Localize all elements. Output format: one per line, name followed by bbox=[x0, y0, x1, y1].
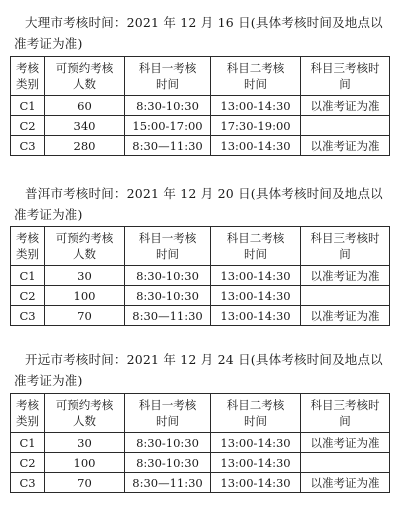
table-row bbox=[11, 453, 390, 473]
cell-subject-2: 13:00-14:30 bbox=[211, 136, 301, 156]
cell-subject-1: 8:30-10:30 bbox=[125, 96, 211, 116]
cell-subject-2: 13:00-14:30 bbox=[211, 96, 301, 116]
cell-subject-1: 15:00-17:00 bbox=[125, 116, 211, 136]
table-row bbox=[11, 136, 390, 156]
cell-category: C3 bbox=[11, 136, 45, 156]
cell-subject-3: 以准考证为准 bbox=[301, 96, 390, 116]
table-header-row bbox=[11, 394, 390, 433]
cell-capacity: 100 bbox=[45, 286, 125, 306]
cell-capacity: 100 bbox=[45, 453, 125, 473]
cell-category: C1 bbox=[11, 266, 45, 286]
cell-capacity: 340 bbox=[45, 116, 125, 136]
cell-subject-3 bbox=[301, 453, 390, 473]
cell-subject-1: 8:30-10:30 bbox=[125, 286, 211, 306]
table-row bbox=[11, 473, 390, 493]
cell-category: C3 bbox=[11, 473, 45, 493]
cell-subject-2: 13:00-14:30 bbox=[211, 433, 301, 453]
header-subject-3-time: 科目三考核时 间 bbox=[301, 227, 390, 266]
cell-subject-3 bbox=[301, 286, 390, 306]
cell-category: C1 bbox=[11, 96, 45, 116]
cell-capacity: 70 bbox=[45, 473, 125, 493]
section-heading: 开远市考核时间：2021 年 12 月 24 日(具体考核时间及地点以准考证为准) bbox=[14, 352, 383, 388]
cell-category: C2 bbox=[11, 453, 45, 473]
header-subject-3-time: 科目三考核时 间 bbox=[301, 394, 390, 433]
cell-category: C2 bbox=[11, 286, 45, 306]
header-capacity: 可预约考核 人数 bbox=[45, 57, 125, 96]
exam-schedule-table bbox=[10, 393, 390, 493]
cell-subject-1: 8:30—11:30 bbox=[125, 306, 211, 326]
section-heading: 大理市考核时间：2021 年 12 月 16 日(具体考核时间及地点以准考证为准) bbox=[14, 15, 383, 51]
cell-subject-3 bbox=[301, 116, 390, 136]
table-row bbox=[11, 116, 390, 136]
cell-subject-2: 13:00-14:30 bbox=[211, 473, 301, 493]
table-row bbox=[11, 96, 390, 116]
header-category: 考核 类别 bbox=[11, 394, 45, 433]
table-row bbox=[11, 433, 390, 453]
cell-subject-2: 17:30-19:00 bbox=[211, 116, 301, 136]
cell-subject-3: 以准考证为准 bbox=[301, 473, 390, 493]
header-category: 考核 类别 bbox=[11, 227, 45, 266]
table-header-row bbox=[11, 227, 390, 266]
header-subject-1-time: 科目一考核 时间 bbox=[125, 57, 211, 96]
exam-schedule-table bbox=[10, 226, 390, 326]
cell-subject-1: 8:30-10:30 bbox=[125, 266, 211, 286]
exam-schedule-table bbox=[10, 56, 390, 156]
header-subject-3-time: 科目三考核时 间 bbox=[301, 57, 390, 96]
table-row bbox=[11, 306, 390, 326]
cell-category: C1 bbox=[11, 433, 45, 453]
header-category: 考核 类别 bbox=[11, 57, 45, 96]
cell-subject-2: 13:00-14:30 bbox=[211, 286, 301, 306]
cell-capacity: 30 bbox=[45, 266, 125, 286]
header-subject-1-time: 科目一考核 时间 bbox=[125, 394, 211, 433]
cell-subject-2: 13:00-14:30 bbox=[211, 306, 301, 326]
header-capacity: 可预约考核 人数 bbox=[45, 394, 125, 433]
cell-category: C2 bbox=[11, 116, 45, 136]
cell-subject-2: 13:00-14:30 bbox=[211, 266, 301, 286]
cell-subject-3: 以准考证为准 bbox=[301, 306, 390, 326]
header-subject-1-time: 科目一考核 时间 bbox=[125, 227, 211, 266]
header-subject-2-time: 科目二考核 时间 bbox=[211, 57, 301, 96]
cell-capacity: 70 bbox=[45, 306, 125, 326]
table-row bbox=[11, 266, 390, 286]
table-header-row bbox=[11, 57, 390, 96]
cell-subject-1: 8:30—11:30 bbox=[125, 473, 211, 493]
cell-subject-3: 以准考证为准 bbox=[301, 136, 390, 156]
header-subject-2-time: 科目二考核 时间 bbox=[211, 394, 301, 433]
cell-capacity: 30 bbox=[45, 433, 125, 453]
section-heading: 普洱市考核时间：2021 年 12 月 20 日(具体考核时间及地点以准考证为准) bbox=[14, 186, 383, 222]
cell-subject-1: 8:30—11:30 bbox=[125, 136, 211, 156]
cell-category: C3 bbox=[11, 306, 45, 326]
table-row bbox=[11, 286, 390, 306]
cell-capacity: 60 bbox=[45, 96, 125, 116]
cell-subject-2: 13:00-14:30 bbox=[211, 453, 301, 473]
header-subject-2-time: 科目二考核 时间 bbox=[211, 227, 301, 266]
cell-subject-3: 以准考证为准 bbox=[301, 433, 390, 453]
cell-subject-1: 8:30-10:30 bbox=[125, 433, 211, 453]
header-capacity: 可预约考核 人数 bbox=[45, 227, 125, 266]
cell-subject-1: 8:30-10:30 bbox=[125, 453, 211, 473]
cell-subject-3: 以准考证为准 bbox=[301, 266, 390, 286]
cell-capacity: 280 bbox=[45, 136, 125, 156]
